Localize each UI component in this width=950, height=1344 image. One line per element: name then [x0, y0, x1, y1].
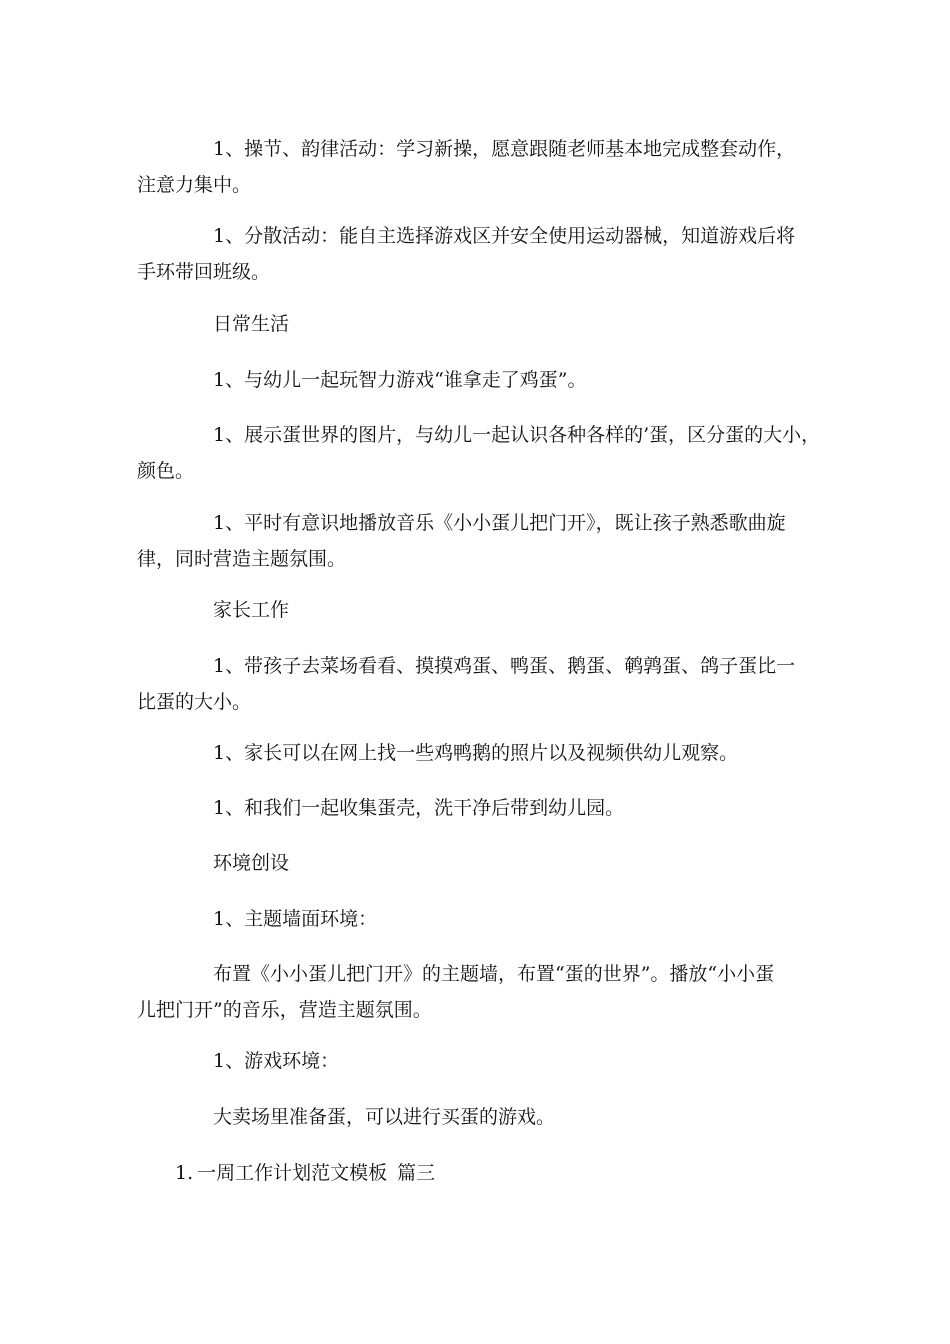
- section-title-text: 一周工作计划范文模板: [197, 1162, 388, 1184]
- paragraph-1-line-1: 1、操节、韵律活动：学习新操，愿意跟随老师基本地完成整套动作，: [213, 138, 796, 160]
- heading-environment: 环境创设: [213, 852, 290, 874]
- paragraph-8: [137, 790, 817, 826]
- paragraph-9: [137, 901, 817, 937]
- paragraph-7: [137, 735, 817, 771]
- paragraph-12-line-1: 大卖场里准备蛋，可以进行买蛋的游戏。: [213, 1106, 556, 1128]
- section-title-suffix: 篇三: [397, 1162, 436, 1184]
- paragraph-11: [137, 1043, 817, 1079]
- paragraph-6-line-2: 比蛋的大小。: [137, 691, 252, 713]
- paragraph-3: [137, 362, 817, 398]
- paragraph-7-line-1: 1、家长可以在网上找一些鸡鸭鹅的照片以及视频供幼儿观察。: [213, 742, 739, 764]
- paragraph-10-line-2: 儿把门开”的音乐，营造主题氛围。: [137, 999, 432, 1021]
- paragraph-4-line-1: 1、展示蛋世界的图片，与幼儿一起认识各种各样的’蛋，区分蛋的大小，: [213, 424, 821, 446]
- paragraph-10-line-1: 布置《小小蛋儿把门开》的主题墙，布置“蛋的世界”。播放“小小蛋: [213, 963, 775, 985]
- paragraph-5-line-2: 律，同时营造主题氛围。: [137, 548, 347, 570]
- paragraph-5: [137, 505, 817, 577]
- paragraph-9-line-1: 1、主题墙面环境：: [213, 908, 378, 930]
- paragraph-1: [137, 131, 817, 203]
- heading-daily-life: 日常生活: [213, 313, 290, 335]
- paragraph-11-line-1: 1、游戏环境：: [213, 1050, 340, 1072]
- paragraph-5-line-1: 1、平时有意识地播放音乐《小小蛋儿把门开》，既让孩子熟悉歌曲旋: [213, 512, 786, 534]
- paragraph-4: [137, 417, 821, 489]
- paragraph-12: [137, 1099, 817, 1135]
- paragraph-8-line-1: 1、和我们一起收集蛋壳，洗干净后带到幼儿园。: [213, 797, 625, 819]
- paragraph-2: [137, 218, 817, 290]
- paragraph-6-line-1: 1、带孩子去菜场看看、摸摸鸡蛋、鸭蛋、鹅蛋、鹌鹑蛋、鸽子蛋比一: [213, 655, 796, 677]
- paragraph-2-line-2: 手环带回班级。: [137, 261, 271, 283]
- paragraph-1-line-2: 注意力集中。: [137, 174, 252, 196]
- paragraph-3-line-1: 1、与幼儿一起玩智力游戏“谁拿走了鸡蛋”。: [213, 369, 587, 391]
- paragraph-6: [137, 648, 817, 720]
- section-title-number: 1.: [175, 1162, 194, 1184]
- paragraph-2-line-1: 1、分散活动：能自主选择游戏区并安全使用运动器械，知道游戏后将: [213, 225, 796, 247]
- heading-parent-work: 家长工作: [213, 599, 290, 621]
- paragraph-10: [137, 956, 817, 1028]
- section-title: [175, 1155, 435, 1191]
- paragraph-4-line-2: 颜色。: [137, 460, 195, 482]
